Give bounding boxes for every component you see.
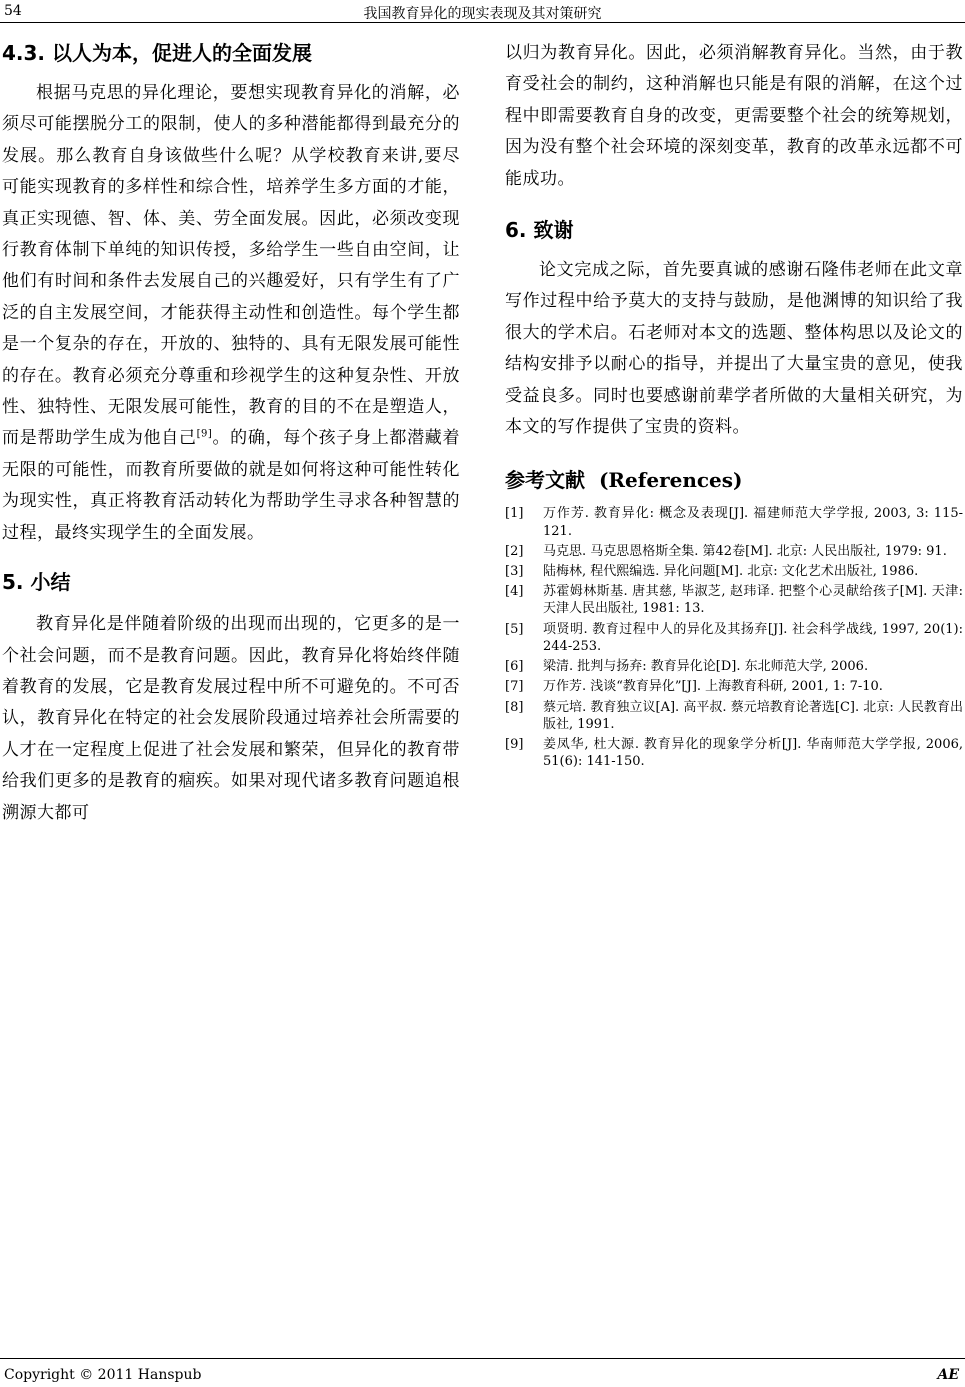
reference-number: [9] <box>505 736 524 752</box>
right-column <box>505 38 963 773</box>
continued-paragraph: 以归为教育异化。因此，必须消解教育异化。当然，由于教育受社会的制约，这种消解也只能是有限的消解，在这个过程中即需要教育自身的改变，更需要整个社会的统筹规划，因为没有整个社会环境的深刻变革，教育的改革永远都不可能成功。 <box>505 43 963 189</box>
page-footer <box>0 1358 965 1387</box>
reference-item <box>505 736 963 770</box>
reference-number: [1] <box>505 506 524 522</box>
references-heading <box>505 465 963 495</box>
section-4-3-heading: 4.3. 以人为本，促进人的全面发展 <box>2 41 312 65</box>
reference-text: 陆梅林, 程代熙编选. 异化问题[M]. 北京: 文化艺术出版社, 1986. <box>543 564 919 580</box>
reference-item <box>505 583 963 617</box>
reference-text: 姜凤华, 杜大源. 教育异化的现象学分析[J]. 华南师范大学学报, 2006, 51(6): 141-150. <box>543 736 963 770</box>
references-heading-en: (References) <box>598 468 743 493</box>
reference-text: 苏霍姆林斯基. 唐其慈, 毕淑芝, 赵玮译. 把整个心灵献给孩子[M]. 天津: 天津人民出版社, 1981: 13. <box>543 584 963 617</box>
reference-number: [6] <box>505 659 524 675</box>
section-5-paragraph: 教育异化是伴随着阶级的出现而出现的，它更多的是一个社会问题，而不是教育问题。因此，教育异化将始终伴随着教育的发展，它是教育发展过程中所不可避免的。不可否认，教育异化在特定的社会发展阶段通过培养社会所需要的人才在一定程度上促进了社会发展和繁荣，但异化的教育带给我们更多的是教育的痼疾。如果对现代诸多教育问题追根溯源大都可 <box>2 614 460 823</box>
reference-item <box>505 621 963 655</box>
left-column <box>2 38 460 829</box>
references-heading-cn: 参考文献 <box>505 468 585 493</box>
reference-number: [8] <box>505 699 524 715</box>
reference-item <box>505 543 963 560</box>
section-6-heading: 6. 致谢 <box>505 218 574 243</box>
reference-text: 马克思. 马克思恩格斯全集. 第42卷[M]. 北京: 人民出版社, 1979: 91. <box>543 543 947 559</box>
reference-item <box>505 699 963 733</box>
section-4-3-paragraph <box>2 78 460 549</box>
section-4-3-text-a: 根据马克思的异化理论，要想实现教育异化的消解，必须尽可能摆脱分工的限制，使人的多种潜能都得到最充分的发展。那么教育自身该做些什么呢？从学校教育来讲,要尽可能实现教育的多样性和综合性，培养学生多方面的才能，真正实现德、智、体、美、劳全面发展。因此，必须改变现行教育体制下单纯的知识传授，多给学生一些自由空间，让他们有时间和条件去发展自己的兴趣爱好，只有学生有了广泛的自主发展空间，才能获得主动性和创造性。每个学生都是一个复杂的存在，开放的、独特的、具有无限发展可能性的存在。教育必须充分尊重和珍视学生的这种复杂性、开放性、独特性、无限发展可能性，教育的目的不在是塑造人，而是帮助学生成为他自己 <box>2 83 460 449</box>
journal-abbreviation: AE <box>937 1367 959 1383</box>
running-title: 我国教育异化的现实表现及其对策研究 <box>363 6 602 22</box>
reference-item <box>505 563 963 580</box>
page-number: 54 <box>4 3 22 19</box>
reference-number: [4] <box>505 584 524 600</box>
section-5-heading: 5. 小结 <box>2 570 71 595</box>
section-4-3-text-b: 。的确，每个孩子身上都潜藏着无限的可能性，而教育所要做的就是如何将这种可能性转化为现实性，真正将教育活动转化为帮助学生寻求各种智慧的过程，最终实现学生的全面发展。 <box>2 428 461 543</box>
page-header <box>0 0 965 23</box>
reference-number: [5] <box>505 621 524 637</box>
reference-number: [2] <box>505 543 524 559</box>
reference-list <box>505 505 963 770</box>
reference-item <box>505 505 963 539</box>
reference-item <box>505 658 963 675</box>
citation-9[interactable]: [9] <box>196 428 213 440</box>
reference-item <box>505 678 963 695</box>
reference-text: 蔡元培. 教育独立议[A]. 高平叔. 蔡元培教育论著选[C]. 北京: 人民教育出版社, 1991. <box>543 699 963 732</box>
copyright-notice: Copyright © 2011 Hanspub <box>4 1367 202 1383</box>
reference-number: [7] <box>505 679 524 695</box>
reference-text: 万作芳. 教育异化: 概念及表现[J]. 福建师范大学学报, 2003, 3: 115-121. <box>543 506 963 539</box>
reference-text: 万作芳. 浅谈“教育异化”[J]. 上海教育科研, 2001, 1: 7-10. <box>543 679 883 695</box>
acknowledgement-paragraph: 论文完成之际，首先要真诚的感谢石隆伟老师在此文章写作过程中给予莫大的支持与鼓励，是他渊博的知识给了我很大的学术启。石老师对本文的选题、整体构思以及论文的结构安排予以耐心的指导，并提出了大量宝贵的意见，使我受益良多。同时也要感谢前辈学者所做的大量相关研究，为本文的写作提供了宝贵的资料。 <box>505 260 963 438</box>
reference-number: [3] <box>505 564 524 580</box>
reference-text: 项贤明. 教育过程中人的异化及其扬弃[J]. 社会科学战线, 1997, 20(1): 244-253. <box>543 621 963 654</box>
reference-text: 梁清. 批判与扬弃: 教育异化论[D]. 东北师范大学, 2006. <box>543 659 869 675</box>
